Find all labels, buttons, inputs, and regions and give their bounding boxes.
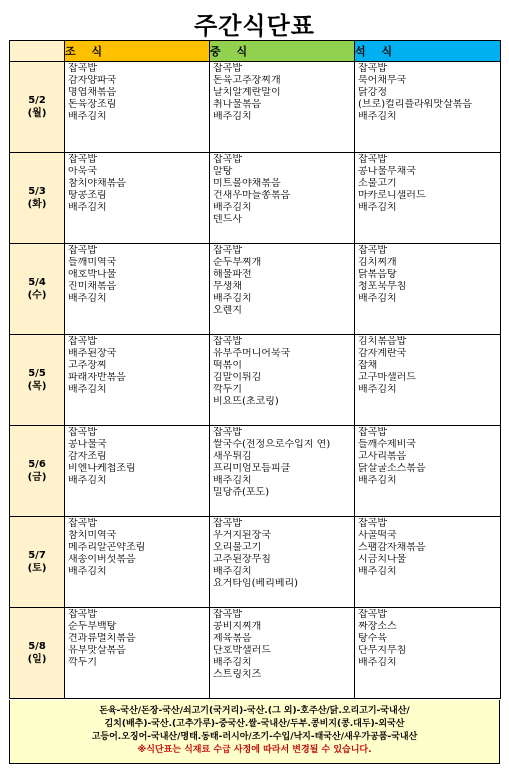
breakfast-list	[65, 244, 209, 305]
menu-item: 밀당쥬(포도)	[213, 487, 270, 498]
menu-item: 배추김치	[68, 111, 107, 122]
menu-item: 배추김치	[68, 566, 107, 577]
menu-item: 북어채무국	[358, 75, 407, 86]
menu-item: 김치볶음밥	[358, 336, 407, 347]
menu-item: 잡곡밥	[358, 63, 387, 74]
menu-item: 짜장소스	[358, 621, 397, 632]
menu-item: 고사리볶음	[358, 451, 407, 462]
dinner-cell	[355, 517, 501, 608]
date-cell	[10, 517, 65, 608]
menu-item: 잡곡밥	[358, 427, 387, 438]
lunch-cell	[210, 153, 355, 244]
menu-item: 돈육고추장찌개	[213, 75, 281, 86]
weekday-label: (토)	[27, 563, 47, 574]
date-cell	[10, 244, 65, 335]
menu-item: 잡곡밥	[358, 609, 387, 620]
menu-item: 떡볶이	[213, 360, 242, 371]
menu-item: 고추장찌	[68, 360, 107, 371]
header-date-cell	[10, 41, 65, 62]
menu-item: 배추된장국	[68, 348, 117, 359]
menu-item: 알탕	[213, 166, 233, 177]
breakfast-cell	[65, 608, 210, 699]
dinner-list	[355, 335, 500, 396]
origin-line: 돈육-국산/돈장-국산/쇠고기(국거리)-국산.(그 외)-호주산/닭.오리고기-국내산/	[99, 706, 410, 716]
menu-item: 탕수육	[358, 633, 387, 644]
weekday-label: (목)	[27, 381, 47, 392]
menu-item: 돈육장조림	[68, 99, 117, 110]
day-row	[10, 153, 501, 244]
menu-item: 배추김치	[358, 384, 397, 395]
menu-item: 배추김치	[358, 293, 397, 304]
dinner-cell	[355, 62, 501, 153]
menu-item: 닭볶음탕	[358, 269, 397, 280]
dinner-cell	[355, 335, 501, 426]
breakfast-cell	[65, 517, 210, 608]
menu-item: 새우튀김	[213, 451, 252, 462]
day-row	[10, 608, 501, 699]
lunch-list	[210, 62, 354, 123]
menu-item: 단호박샐러드	[213, 645, 271, 656]
dinner-list	[355, 426, 500, 487]
menu-item: 잡곡밥	[68, 336, 97, 347]
date-label: 5/4	[28, 277, 46, 288]
breakfast-cell	[65, 426, 210, 517]
dinner-list	[355, 608, 500, 669]
menu-item: 고구마샐러드	[358, 372, 416, 383]
menu-item: 배추김치	[213, 111, 252, 122]
header-lunch: 중 식	[210, 41, 355, 62]
menu-item: 땅콩조림	[68, 190, 107, 201]
menu-item: 무생채	[213, 281, 242, 292]
lunch-list	[210, 517, 354, 590]
menu-item: 잡곡밥	[68, 154, 97, 165]
menu-item: 김치찌개	[358, 257, 397, 268]
change-notice: ※식단표는 식재료 수급 사정에 따라서 변경될 수 있습니다.	[137, 745, 372, 755]
menu-item: 날치알계란말이	[213, 87, 281, 98]
lunch-cell	[210, 426, 355, 517]
weekday-label: (일)	[27, 654, 47, 665]
breakfast-cell	[65, 62, 210, 153]
lunch-list	[210, 153, 354, 226]
menu-item: 제육볶음	[213, 633, 252, 644]
menu-item: 순두부찌개	[213, 257, 262, 268]
date-label: 5/5	[28, 368, 46, 379]
date-label: 5/3	[28, 186, 46, 197]
date-cell	[10, 426, 65, 517]
menu-item: 취나물볶음	[213, 99, 262, 110]
menu-item: 잡곡밥	[213, 609, 242, 620]
dinner-list	[355, 244, 500, 305]
menu-item: 비엔나케첩조림	[68, 463, 136, 474]
menu-item: 견과류멸치볶음	[68, 633, 136, 644]
date-cell	[10, 608, 65, 699]
origin-line: 고등어.오징어-국내산/명태.동태-러시아/조기-수입/낙지-태국산/새우가공품-국내산	[91, 732, 418, 742]
menu-item: 참치야채볶음	[68, 178, 126, 189]
date-cell	[10, 62, 65, 153]
origin-line: 김치(배추)-국산.(고추가루)-중국산.쌀-국내산/두부.콩비지(콩.대두)-외국산	[104, 719, 405, 729]
menu-item: 배추김치	[68, 384, 107, 395]
menu-item: 잡곡밥	[213, 336, 242, 347]
menu-item: 잡곡밥	[358, 154, 387, 165]
menu-item: 배추김치	[68, 475, 107, 486]
dinner-list	[355, 62, 500, 123]
date-label: 5/8	[28, 641, 46, 652]
breakfast-list	[65, 62, 209, 123]
menu-item: 순두부백탕	[68, 621, 117, 632]
menu-item: 우거지된장국	[213, 530, 271, 541]
menu-item: 마카로니샐러드	[358, 190, 426, 201]
menu-item: 진미채볶음	[68, 281, 117, 292]
lunch-cell	[210, 244, 355, 335]
menu-item: 깍두기	[213, 384, 242, 395]
header-dinner: 석 식	[355, 41, 501, 62]
menu-item: 새송이버섯볶음	[68, 554, 136, 565]
menu-item: (브로)컬리플라워맛살볶음	[358, 99, 473, 110]
menu-item: 아욱국	[68, 166, 97, 177]
menu-item: 배추김치	[213, 657, 252, 668]
day-row	[10, 517, 501, 608]
menu-item: 깍두기	[68, 657, 97, 668]
menu-item: 파래자반볶음	[68, 372, 126, 383]
lunch-list	[210, 426, 354, 499]
lunch-cell	[210, 335, 355, 426]
menu-item: 배추김치	[358, 566, 397, 577]
breakfast-cell	[65, 153, 210, 244]
origin-footer	[9, 700, 500, 764]
menu-item: 시금치나물	[358, 554, 407, 565]
menu-item: 배추김치	[358, 202, 397, 213]
menu-item: 닭살굴소스볶음	[358, 463, 426, 474]
lunch-list	[210, 608, 354, 681]
day-row	[10, 335, 501, 426]
breakfast-cell	[65, 335, 210, 426]
date-label: 5/6	[28, 459, 46, 470]
day-row	[10, 244, 501, 335]
menu-item: 유부주머니어묵국	[213, 348, 291, 359]
dinner-cell	[355, 244, 501, 335]
menu-item: 유부맛살볶음	[68, 645, 126, 656]
menu-item: 덴드사	[213, 214, 242, 225]
menu-item: 잡채	[358, 360, 378, 371]
menu-item: 잡곡밥	[68, 427, 97, 438]
date-label: 5/2	[28, 95, 46, 106]
menu-body	[10, 62, 501, 699]
dinner-cell	[355, 426, 501, 517]
menu-item: 청포묵무침	[358, 281, 407, 292]
menu-item: 콩나물국	[68, 439, 107, 450]
menu-item: 잡곡밥	[213, 245, 242, 256]
menu-item: 배추김치	[358, 657, 397, 668]
menu-item: 잡곡밥	[68, 609, 97, 620]
menu-item: 김말이튀김	[213, 372, 262, 383]
menu-item: 사골떡국	[358, 530, 397, 541]
menu-item: 요거타임(베리베리)	[213, 578, 299, 589]
menu-item: 잡곡밥	[213, 427, 242, 438]
breakfast-list	[65, 335, 209, 396]
menu-item: 감자양파국	[68, 75, 117, 86]
menu-item: 쌀국수(전정으로수입지 연)	[213, 439, 331, 450]
menu-item: 잡곡밥	[68, 245, 97, 256]
menu-item: 배추김치	[68, 202, 107, 213]
header-breakfast: 조 식	[65, 41, 210, 62]
date-label: 5/7	[28, 550, 46, 561]
lunch-list	[210, 244, 354, 317]
breakfast-cell	[65, 244, 210, 335]
page-title: 주간식단표	[194, 12, 315, 40]
menu-item: 애호박나물	[68, 269, 117, 280]
header-row	[10, 41, 501, 62]
menu-item: 배추김치	[213, 566, 252, 577]
weekday-label: (수)	[27, 290, 47, 301]
lunch-cell	[210, 517, 355, 608]
menu-item: 들깨미역국	[68, 257, 117, 268]
menu-item: 잡곡밥	[213, 518, 242, 529]
lunch-cell	[210, 608, 355, 699]
menu-item: 소불고기	[358, 178, 397, 189]
menu-item: 콩비지찌개	[213, 621, 262, 632]
menu-item: 명엽채볶음	[68, 87, 117, 98]
menu-item: 비요뜨(초코링)	[213, 396, 279, 407]
menu-item: 잡곡밥	[358, 518, 387, 529]
breakfast-list	[65, 608, 209, 669]
lunch-list	[210, 335, 354, 408]
menu-item: 배추김치	[213, 293, 252, 304]
menu-item: 잡곡밥	[68, 63, 97, 74]
dinner-cell	[355, 153, 501, 244]
lunch-cell	[210, 62, 355, 153]
weekday-label: (화)	[27, 199, 47, 210]
weekday-label: (금)	[27, 472, 47, 483]
menu-item: 스팸감자채볶음	[358, 542, 426, 553]
menu-item: 참치미역국	[68, 530, 117, 541]
menu-item: 메추리알곤약조림	[68, 542, 146, 553]
day-row	[10, 426, 501, 517]
menu-item: 들깨수제비국	[358, 439, 416, 450]
menu-item: 잡곡밥	[358, 245, 387, 256]
menu-item: 오렌지	[213, 305, 242, 316]
menu-item: 해물파전	[213, 269, 252, 280]
menu-item: 프리미엄모듬피클	[213, 463, 291, 474]
menu-item: 배추김치	[213, 475, 252, 486]
dinner-cell	[355, 608, 501, 699]
menu-item: 감자계란국	[358, 348, 407, 359]
menu-item: 감자조림	[68, 451, 107, 462]
menu-item: 배추김치	[358, 475, 397, 486]
menu-item: 잡곡밥	[213, 154, 242, 165]
day-row	[10, 62, 501, 153]
dinner-list	[355, 153, 500, 214]
menu-item: 배추김치	[358, 111, 397, 122]
menu-item: 배추김치	[68, 293, 107, 304]
breakfast-list	[65, 426, 209, 487]
menu-item: 고추된장무침	[213, 554, 271, 565]
menu-item: 단무지무침	[358, 645, 407, 656]
menu-item: 잡곡밥	[213, 63, 242, 74]
weekly-menu-table	[9, 40, 501, 699]
menu-item: 배추김치	[213, 202, 252, 213]
menu-item: 잡곡밥	[68, 518, 97, 529]
menu-item: 오리불고기	[213, 542, 262, 553]
date-cell	[10, 335, 65, 426]
breakfast-list	[65, 517, 209, 578]
weekday-label: (월)	[27, 108, 47, 119]
dinner-list	[355, 517, 500, 578]
menu-item: 스트링치즈	[213, 669, 262, 680]
menu-item: 닭강정	[358, 87, 387, 98]
date-cell	[10, 153, 65, 244]
breakfast-list	[65, 153, 209, 214]
menu-item: 미트볼야채볶음	[213, 178, 281, 189]
menu-item: 건새우마늘쫑볶음	[213, 190, 291, 201]
menu-item: 콩나물무채국	[358, 166, 416, 177]
